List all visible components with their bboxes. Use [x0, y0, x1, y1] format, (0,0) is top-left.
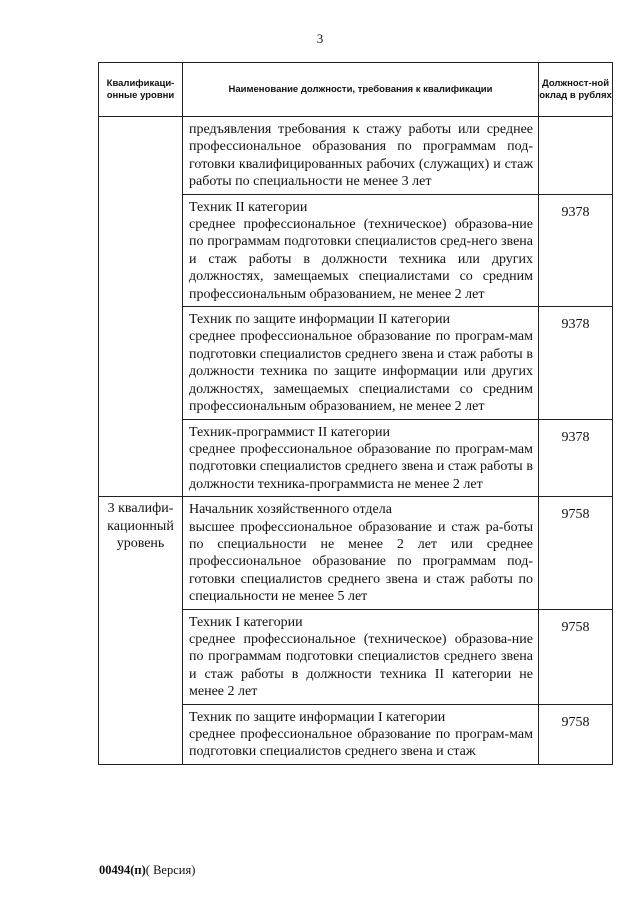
- salary-cell: [539, 307, 613, 419]
- salary-cell: [539, 704, 613, 764]
- salary-cell: [539, 194, 613, 306]
- position-title: Техник II категории: [189, 199, 308, 215]
- position-title: Техник по защите информации II категории: [189, 312, 450, 328]
- position-cell: [183, 419, 539, 497]
- salary-cell: [539, 419, 613, 497]
- position-requirements: среднее профессиональное (техническое) образова-ние по программам подготовки специалистов среднего звена и стаж работы в должности техника II категории не менее 2 лет: [189, 631, 533, 700]
- position-cell: [183, 497, 539, 609]
- document-code: 00494(п): [99, 863, 146, 877]
- salary-value: 9378: [561, 317, 590, 333]
- salary-value: 9378: [561, 204, 590, 220]
- position-title: Техник I категории: [189, 614, 303, 630]
- position-cell: [183, 307, 539, 419]
- position-requirements: среднее профессиональное (техническое) образова-ние по программам подготовки специалистов сред-него звена и стаж работы в должности техника или других должностях, замещаемых специалистами со средним профессиональным образованием, не менее 2 лет: [189, 217, 533, 302]
- position-requirements: предъявления требования к стажу работы или среднее профессиональное образования по программам под-готовки квалифицированных рабочих (служащих) и стаж работы по специальности не менее 3 лет: [189, 122, 533, 190]
- position-requirements: среднее профессиональное образование по програм-мам подготовки специалистов среднего звена и стаж: [189, 727, 533, 760]
- level-label: [99, 117, 182, 123]
- position-title: Техник-программист II категории: [189, 424, 390, 440]
- salary-value: 9758: [561, 507, 590, 523]
- salary-value: 9378: [561, 429, 590, 445]
- salary-value: [539, 117, 612, 126]
- header-level: Квалификаци-онные уровни: [99, 63, 183, 117]
- position-cell: [183, 704, 539, 764]
- salary-cell: [539, 497, 613, 609]
- position-cell: [183, 117, 539, 195]
- header-salary: Должност-ной оклад в рублях: [539, 63, 613, 117]
- qualification-table: [98, 62, 613, 765]
- position-title: Начальник хозяйственного отдела: [189, 502, 392, 518]
- level-cell: [99, 117, 183, 497]
- table-header-row: [99, 63, 613, 117]
- salary-cell: [539, 609, 613, 704]
- position-requirements: высшее профессиональное образование и стаж ра-боты по специальности не менее 2 лет или среднее профессиональное образование по программам под-готовки специалистов среднего звена и стаж работы по специальности не менее 5 лет: [189, 519, 533, 605]
- document-footer: [99, 863, 195, 878]
- salary-cell: [539, 117, 613, 195]
- salary-value: 9758: [561, 714, 590, 730]
- position-cell: [183, 194, 539, 306]
- level-cell: [99, 497, 183, 765]
- page-number: 3: [316, 31, 324, 46]
- position-cell: [183, 609, 539, 704]
- header-name: Наименование должности, требования к квалификации: [183, 63, 539, 117]
- table-row: [99, 117, 613, 195]
- document-version: ( Версия): [145, 863, 196, 877]
- position-title: Техник по защите информации I категории: [189, 709, 446, 725]
- position-requirements: среднее профессиональное образование по програм-мам подготовки специалистов среднего звена и стаж работы в должности техника-программиста не менее 2 лет: [189, 441, 533, 492]
- position-requirements: среднее профессиональное образование по програм-мам подготовки специалистов среднего звена и стаж работы в должности техника по защите информации или других должностях, замещаемых специалистами со средним профессиональным образованием, не менее 2 лет: [189, 329, 533, 415]
- salary-value: 9758: [561, 619, 590, 635]
- table-row: [99, 497, 613, 609]
- level-label: 3 квалифи-кационный уровень: [107, 501, 174, 551]
